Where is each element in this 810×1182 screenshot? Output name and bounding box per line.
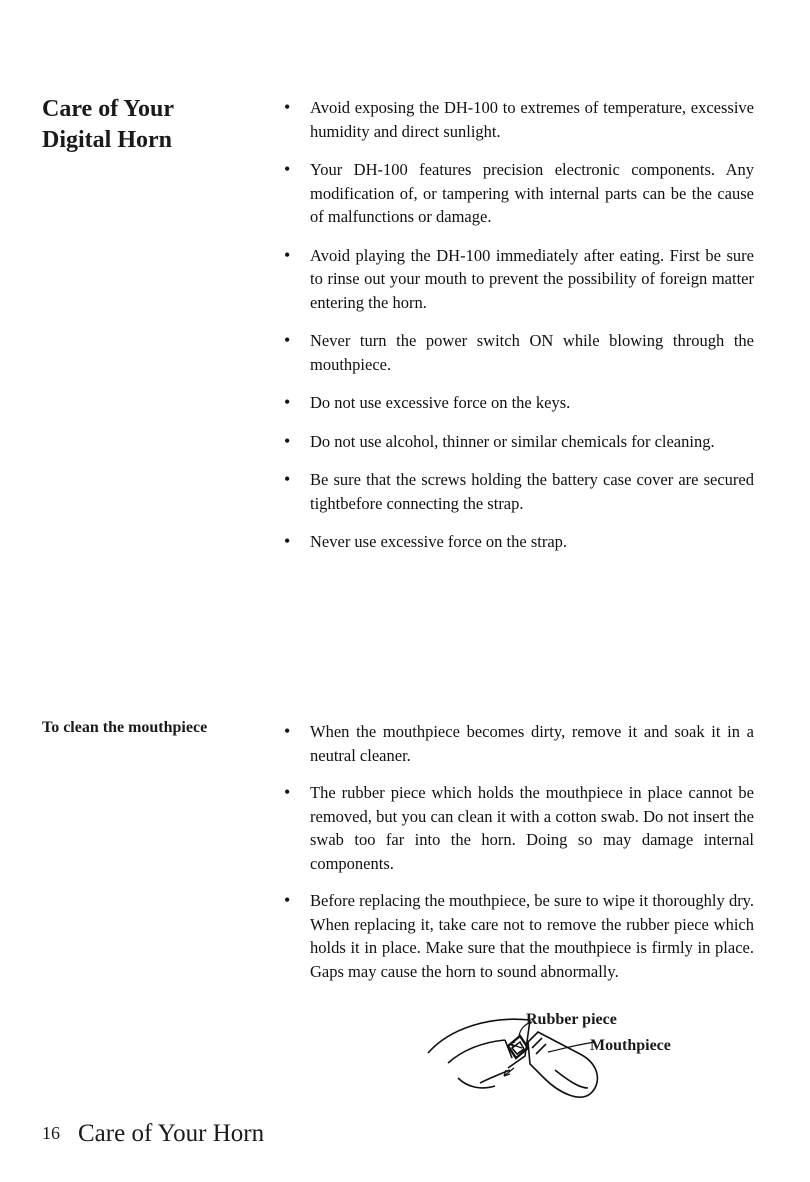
care-item: • Your DH-100 features precision electronic components. Any modification of, or tampering with internal parts can be the cause of malfunctions or damage.: [284, 158, 754, 229]
mouthpiece-bullet-list: [284, 720, 754, 997]
section-heading: [42, 94, 174, 156]
care-item: • Be sure that the screws holding the battery case cover are secured tightbefore connecting the strap.: [284, 468, 754, 515]
section-heading-line-2: Digital Horn: [42, 127, 172, 153]
care-item: • Never turn the power switch ON while blowing through the mouthpiece.: [284, 329, 754, 376]
care-item: • Avoid playing the DH-100 immediately after eating. First be sure to rinse out your mouth to prevent the possibility of foreign matter entering the horn.: [284, 244, 754, 315]
footer-title: Care of Your Horn: [78, 1120, 265, 1147]
care-item: • Do not use excessive force on the keys.: [284, 391, 754, 415]
mouthpiece-section-label: To clean the mouthpiece: [42, 719, 208, 736]
rubber-piece-label: Rubber piece: [526, 1011, 617, 1028]
mouthpiece-label: Mouthpiece: [590, 1037, 671, 1054]
care-item: • Avoid exposing the DH-100 to extremes of temperature, excessive humidity and direct sunlight.: [284, 96, 754, 143]
care-item: • Do not use alcohol, thinner or similar chemicals for cleaning.: [284, 430, 754, 454]
mouthpiece-item: • The rubber piece which holds the mouthpiece in place cannot be removed, but you can clean it with a cotton swab. Do not insert the swab too far into the horn. Doing so may damage internal components.: [284, 781, 754, 875]
page-footer: [42, 1120, 264, 1148]
section-heading-line-1: Care of Your: [42, 96, 174, 122]
care-bullet-list: [284, 96, 754, 569]
mouthpiece-item: • Before replacing the mouthpiece, be sure to wipe it thoroughly dry. When replacing it, take care not to remove the rubber piece which holds it in place. Make sure that the mouthpiece is firmly in place. Gaps may cause the horn to sound abnormally.: [284, 889, 754, 983]
mouthpiece-diagram: [420, 1008, 720, 1108]
page-number: 16: [42, 1123, 60, 1143]
care-item: • Never use excessive force on the strap.: [284, 530, 754, 554]
mouthpiece-item: • When the mouthpiece becomes dirty, remove it and soak it in a neutral cleaner.: [284, 720, 754, 767]
